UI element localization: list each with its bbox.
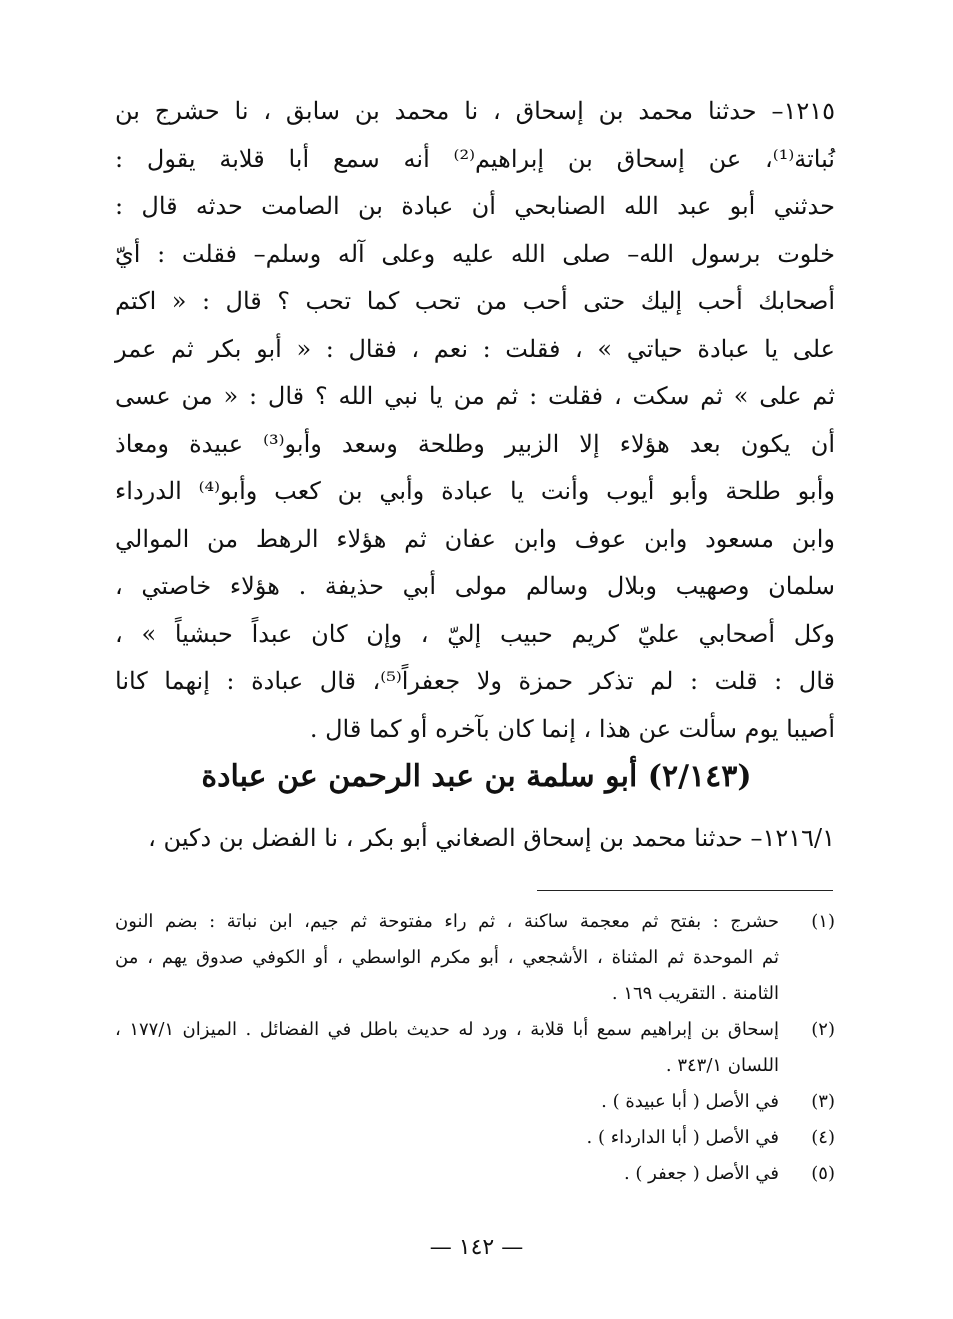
text-line: حدثني أبو عبد الله الصنابحي أن عبادة بن الصامت حدثه قال : xyxy=(115,192,835,220)
text-line: وأبو طلحة وأبو أيوب وأنت يا عبادة وأبي بن كعب وأبو⁽⁴⁾ الدرداء xyxy=(115,477,835,505)
page-number: — ١٤٢ — xyxy=(429,1235,524,1260)
footnote-line: في الأصل ( جعفر ) . xyxy=(623,1163,779,1184)
footnote-number: (١) xyxy=(811,911,835,932)
hadith-1216-first-line: ١٢١٦/١– حدثنا محمد بن إسحاق الصغاني أبو بكر ، نا الفضل بن دكين ، xyxy=(148,824,835,852)
footnotes xyxy=(115,904,835,1192)
text-line: قال : قلت : لم تذكر حمزة ولا جعفراً⁽⁵⁾، قال عبادة : إنهما كانا xyxy=(115,667,836,695)
text-line: وكل أصحابي عليّ كريم حبيب إليّ ، وإن كان عبداً حبشياً » ، xyxy=(115,619,835,648)
footnote-3 xyxy=(115,1084,835,1120)
text-line: سلمان وصهيب وبلال وسالم مولى أبي حذيفة . هؤلاء خاصتي ، xyxy=(115,572,835,600)
footnote-line: إسحاق بن إبراهيم سمع أبا قلابة ، ورد له حديث باطل في الفضائل . الميزان ١٧٧/١ ، xyxy=(115,1019,779,1040)
text-line: خلوت برسول الله– صلى الله عليه وعلى آله وسلم– فقلت : أيّ xyxy=(115,239,835,268)
footnote-number: (٥) xyxy=(811,1163,835,1184)
footnote-5 xyxy=(115,1156,835,1192)
section-heading: (٢/١٤٣) أبو سلمة بن عبد الرحمن عن عبادة xyxy=(201,759,752,794)
footnote-number: (٢) xyxy=(811,1019,835,1040)
text-line: أن يكون بعد هؤلاء إلا الزبير وطلحة وسعد وأبو⁽³⁾ عبيدة ومعاذ xyxy=(115,429,835,458)
text-line: على يا عبادة حياتي » ، فقلت : نعم ، فقال : « أبو بكر ثم عمر xyxy=(115,334,835,363)
footnote-number: (٤) xyxy=(811,1127,835,1148)
text-line: نُباتة⁽¹⁾، عن إسحاق بن إبراهيم⁽²⁾ أنه سمع أبا قلابة يقول : xyxy=(115,144,835,173)
hadith-1215-text xyxy=(115,88,835,753)
footnote-line: الثامنة . التقريب ١٦٩ . xyxy=(611,983,779,1004)
footnote-line: في الأصل ( أبا عبيدة ) . xyxy=(601,1091,779,1112)
footnote-line: اللسان ٣٤٣/١ . xyxy=(665,1055,779,1076)
footnote-line: ثم الموحدة ثم المثناة ، الأشجعي ، أبو مكرم الواسطي ، أو الكوفي صدوق يهم ، من xyxy=(115,947,779,968)
text-line: ثم على » ثم سكت ، فقلت : ثم من يا نبي الله ؟ قال : « من عسى xyxy=(115,382,835,410)
footnote-line: حشرج : بفتح ثم معجمة ساكنة ، ثم راء مفتوحة ثم جيم، ابن نباتة : بضم النون xyxy=(115,911,779,932)
footnote-line: في الأصل ( أبا الدارداء ) . xyxy=(586,1127,779,1148)
footnote-4 xyxy=(115,1120,835,1156)
text-line: أصحابك أحب إليك حتى أحب من تحب كما تحب ؟ قال : « اكتم xyxy=(115,287,835,315)
footnote-number: (٣) xyxy=(811,1091,835,1112)
footnote-1 xyxy=(115,904,835,1012)
text-line: أصيبا يوم سألت عن هذا ، إنما كان بآخره أو كما قال . xyxy=(309,714,835,743)
footnote-2 xyxy=(115,1012,835,1084)
text-line: ١٢١٥– حدثنا محمد بن إسحاق ، نا محمد بن سابق ، نا حشرج بن xyxy=(115,97,835,125)
footnote-separator xyxy=(537,890,833,891)
text-line: وابن مسعود وابن عوف وابن عفان ثم هؤلاء الرهط من الموالي xyxy=(115,524,835,553)
